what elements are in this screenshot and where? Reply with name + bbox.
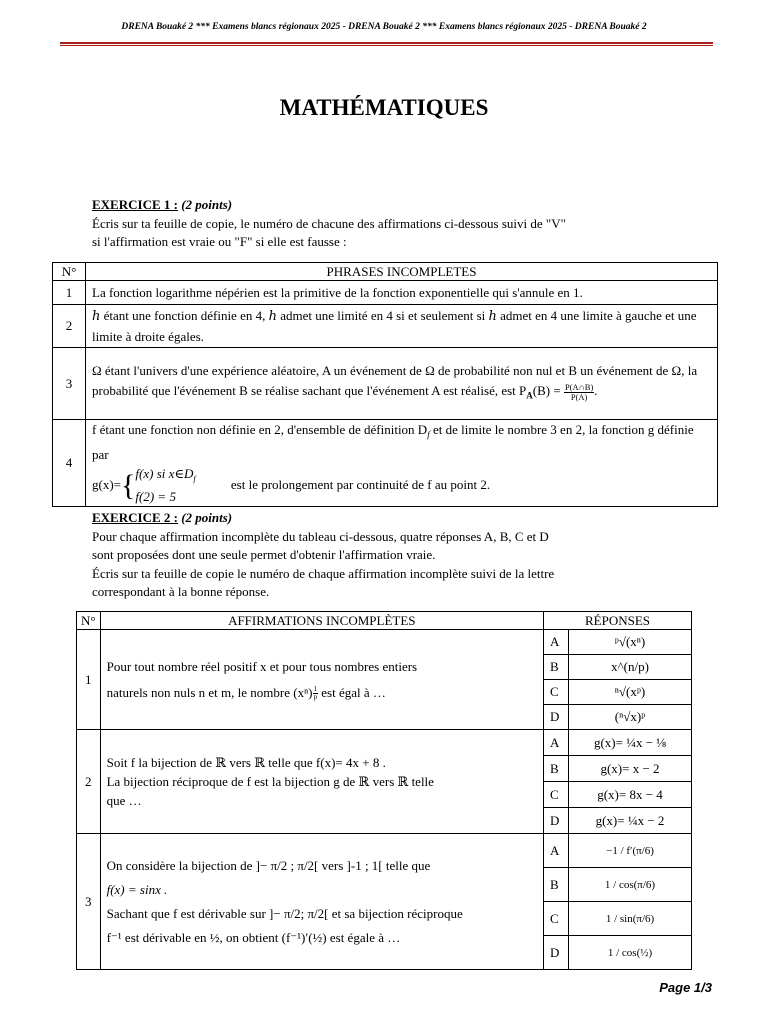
row-number: 4 [53, 420, 86, 507]
table-row [77, 834, 692, 868]
piecewise-system: f(x) si $x\in D_f$ f(2) = 5 [135, 465, 196, 505]
table-row [53, 305, 718, 348]
col-header-responses: RÉPONSES [544, 612, 692, 630]
exercise-1-title: EXERCICE 1 : [92, 197, 178, 212]
page-title: MATHÉMATIQUES [279, 95, 489, 120]
page-header: DRENA Bouaké 2 *** Examens blancs régionaux 2025 - DRENA Bouaké 2 *** Examens blancs régionaux 2025 - DRENA Bouaké 2 [121, 22, 647, 32]
exercise-2-intro [92, 509, 692, 602]
statement-text: Ω étant l'univers d'une expérience aléatoire, A un événement de Ω de probabilité non nul et B un événement de Ω, la probabilité que l'événement B se réalise sachant que l'événement A est réalisé, est $P_A(B)$ = $\frac{P(A\cap B)}{P(A)}$ . [86, 348, 718, 420]
probability-fraction: $\frac{P(A\cap B)}{P(A)}$ [564, 381, 594, 402]
answer-value: 1 / sin(π/6) [569, 902, 692, 936]
answer-letter: A [544, 834, 569, 868]
row-number: 2 [53, 305, 86, 348]
affirmation-text: Soit f la bijection de ℝ vers ℝ telle que f(x)= 4x + 8 . La bijection réciproque de f est la bijection g de ℝ vers ℝ telle que … [100, 730, 543, 834]
exercise-1-instruction-1: Écris sur ta feuille de copie, le numéro de chacune des affirmations ci-dessous suivi de "V" [92, 215, 566, 231]
statement-text: La fonction logarithme népérien est la primitive de la fonction exponentielle qui s'annule en 1. [86, 281, 718, 305]
answer-value: g(x)= x − 2 [569, 756, 692, 782]
row-number: 3 [53, 348, 86, 420]
col-header-affirmations: AFFIRMATIONS INCOMPLÈTES [100, 612, 543, 630]
exercise-1-instruction-2: si l'affirmation est vraie ou "F" si elle est fausse : [92, 234, 347, 249]
answer-value: ᵖ√(xⁿ) [569, 630, 692, 655]
answer-letter: A [544, 730, 569, 756]
answer-value: x^(n/p) [569, 655, 692, 680]
exercise-2-instruction-3: Écris sur ta feuille de copie le numéro de chaque affirmation incomplète suivi de la lettre [92, 565, 555, 581]
answer-letter: C [544, 902, 569, 936]
statement-text: ℎ étant une fonction définie en 4, ℎ admet une limité en 4 si et seulement si ℎ admet en 4 une limite à gauche et une limite à droite égales. [86, 305, 718, 348]
answer-value: −1 / f′(π/6) [569, 834, 692, 868]
exercise-2-table [76, 611, 692, 970]
answer-value: ⁿ√(xᵖ) [569, 680, 692, 705]
answer-letter: C [544, 782, 569, 808]
answer-letter: B [544, 756, 569, 782]
col-header-num: N° [77, 612, 101, 630]
answer-value: (ⁿ√x)ᵖ [569, 705, 692, 730]
answer-value: g(x)= 8x − 4 [569, 782, 692, 808]
answer-letter: D [544, 808, 569, 834]
affirmation-text: Pour tout nombre réel positif x et pour tous nombres entiers naturels non nuls n et m, le nombre (xⁿ) $\frac{1}{p}$ est égal à … [100, 630, 543, 730]
exercise-2-instruction-2: sont proposées dont une seule permet d'obtenir l'affirmation vraie. [92, 547, 436, 562]
page-number: Page 1/3 [659, 980, 712, 995]
row-number: 1 [53, 281, 86, 305]
exercise-2-points: (2 points) [181, 510, 233, 525]
row-number: 1 [77, 630, 101, 730]
table-row [77, 730, 692, 756]
table-row [77, 630, 692, 655]
answer-letter: D [544, 936, 569, 970]
table-row [53, 281, 718, 305]
affirmation-text: On considère la bijection de ]− π/2 ; π/2[ vers ]-1 ; 1[ telle que f(x) = sinx . Sachant que f est dérivable sur ]− π/2; π/2[ et sa bijection réciproque f⁻¹ est dérivable en ½, on obtient (f⁻¹)′(½) est égale à … [100, 834, 543, 970]
exercise-1-points: (2 points) [181, 197, 233, 212]
header-divider [60, 42, 713, 46]
row-number: 3 [77, 834, 101, 970]
exercise-2-instruction-1: Pour chaque affirmation incomplète du tableau ci-dessous, quatre réponses A, B, C et D [92, 528, 549, 544]
statement-text: f étant une fonction non définie en 2, d'ensemble de définition $D_f$ et de limite le nombre 3 en 2, la fonction g définie par g(x)={f(x) si $x\in D_f$ f(2) = 5 est le prolongement par continuité de f au point 2. [86, 420, 718, 507]
table-row [53, 420, 718, 507]
exercise-2-instruction-4: correspondant à la bonne réponse. [92, 584, 270, 599]
answer-letter: C [544, 680, 569, 705]
answer-letter: B [544, 868, 569, 902]
exercise-2-title: EXERCICE 2 : [92, 510, 178, 525]
answer-letter: A [544, 630, 569, 655]
answer-value: g(x)= ¼x − ⅛ [569, 730, 692, 756]
col-header-phrases: PHRASES INCOMPLETES [86, 263, 718, 281]
row-number: 2 [77, 730, 101, 834]
answer-letter: B [544, 655, 569, 680]
answer-value: 1 / cos(π/6) [569, 868, 692, 902]
answer-letter: D [544, 705, 569, 730]
answer-value: g(x)= ¼x − 2 [569, 808, 692, 834]
exercise-1-table [52, 262, 718, 507]
answer-value: 1 / cos(½) [569, 936, 692, 970]
col-header-num: N° [53, 263, 86, 281]
exercise-1-intro [92, 196, 692, 252]
table-row [53, 348, 718, 420]
